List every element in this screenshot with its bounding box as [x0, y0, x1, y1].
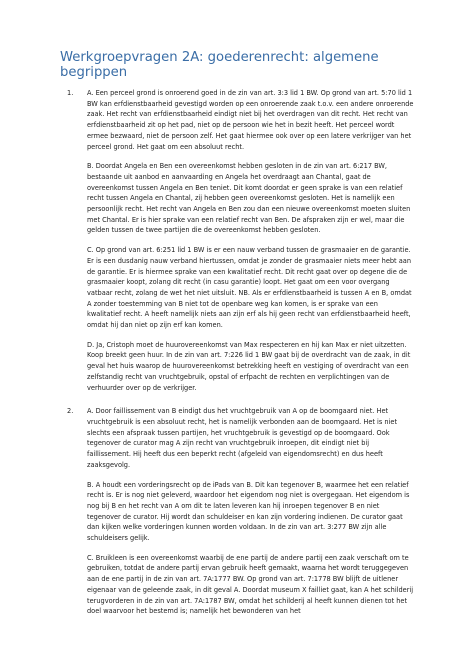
question-2 — [60, 406, 414, 617]
answer-paragraph: C. Op grond van art. 6:251 lid 1 BW is er een nauw verband tussen de grasmaaier en de garantie. Er is een dusdanig nauw verband hiertussen, omdat je zonder de grasmaaier niets meer hebt aan de garantie. Er is hiermee sprake van een kwalitatief recht. Dit recht gaat over op degene die de grasmaaier koopt, zolang dit recht (in casu garantie) loopt. Het gaat om een voor overgang vatbaar recht, zolang de wet het niet uitsluit. NB. Als er erfdienstbaarheid is tussen A en B, omdat A zonder toestemming van B niet tot de openbare weg kan komen, is er sprake van een kwalitatief recht. A heeft namelijk niets aan zijn erf als hij geen recht van erfdienstbaarheid heeft, omdat hij dan niet op zijn erf kan komen. — [87, 246, 412, 330]
answer-paragraph: C. Bruikleen is een overeenkomst waarbij de ene partij de andere partij een zaak verschaft om te gebruiken, totdat de andere partij ervan gebruik heeft gemaakt, waarna het wordt teruggegeven aan de ene partij in de zin van art. 7A:1777 BW. Op grond van art. 7:1778 BW blijft de uitlener eigenaar van de geleende zaak, in dit geval A. Doordat museum X failliet gaat, kan A het schilderij terugvorderen in de zin van art. 7A:1787 BW, omdat het schilderij al heeft kunnen dienen tot het doel waarvoor het bestemd is; namelijk het bewonderen van het — [87, 553, 414, 616]
document-title: Werkgroepvragen 2A: goederenrecht: algemene begrippen — [60, 50, 379, 80]
answer-paragraph: D. Ja, Cristoph moet de huurovereenkomst van Max respecteren en hij kan Max er niet uitzetten. Koop breekt geen huur. In de zin van art. 7:226 lid 1 BW gaat bij de overdracht van de zaak, in dit geval het huis waarop de huurovereenkomst betrekking heeft en vestiging of overdracht van een zelfstandig recht van vruchtgebruik, opstal of erfpacht de rechten en verplichtingen van de verhuurder over op de verkrijger. — [87, 340, 411, 392]
answer-paragraph: B. Doordat Angela en Ben een overeenkomst hebben gesloten in de zin van art. 6:217 BW, bestaande uit aanbod en aanvaarding en Angela het overdraagt aan Chantal, gaat de overeenkomst tussen Angela en Ben teniet. Dit komt doordat er geen sprake is van een relatief recht tussen Angela en Chantal, zij hebben geen overeenkomst gesloten. Het is namelijk een persoonlijk recht. Het recht van Angela en Ben zou dan een nieuwe overeenkomst moeten sluiten met Chantal. Er is hier sprake van een relatief recht van Ben. De afspraken zijn er wel, maar die gelden tussen de twee partijen die de overeenkomst hebben gesloten. — [87, 162, 411, 235]
question-number: 1. — [67, 89, 74, 97]
question-1 — [60, 88, 414, 393]
answer-paragraph: B. A houdt een vorderingsrecht op de iPads van B. Dit kan tegenover B, waarmee het een relatief recht is. Er is nog niet geleverd, waardoor het eigendom nog niet is overgegaan. Het eigendom is nog bij B en het recht van A om dit te laten leveren kan hij inroepen tegenover B en niet tegenover de curator. Hij wordt dan schuldeiser en kan zijn vordering indienen. De curator gaat dan kijken welke vorderingen kunnen worden voldaan. In de zin van art. 3:277 BW zijn alle schuldeisers gelijk. — [87, 480, 410, 543]
answer-paragraph: A. Door faillissement van B eindigt dus het vruchtgebruik van A op de boomgaard niet. Het vruchtgebruik is een absoluut recht, het is namelijk verbonden aan de boomgaard. Het is niet slechts een afspraak tussen partijen, het vruchtgebruik is gevestigd op de boomgaard. Ook tegenover de curator mag A zijn recht van vruchtgebruik inroepen, dit eindigt niet bij faillissement. Hij heeft dus een beperkt recht (afgeleid van eigendomsrecht) en dus heeft zaaksgevolg. — [87, 407, 398, 469]
answer-paragraph: A. Een perceel grond is onroerend goed in de zin van art. 3:3 lid 1 BW. Op grond van art. 5:70 lid 1 BW kan erfdienstbaarheid gevestigd worden op een onroerende zaak t.o.v. een andere onroerende zaak. Het recht van erfdienstbaarheid eindigt niet bij het overdragen van dit recht. Het recht van erfdienstbaarheid zit op het pad, niet op de persoon wie het in bezit heeft. Het perceel wordt ermee bezwaard, niet de persoon zelf. Het gaat hiermee ook over op een latere verkrijger van het perceel grond. Het gaat om een absoluut recht. — [87, 89, 414, 151]
question-number: 2. — [67, 407, 74, 416]
